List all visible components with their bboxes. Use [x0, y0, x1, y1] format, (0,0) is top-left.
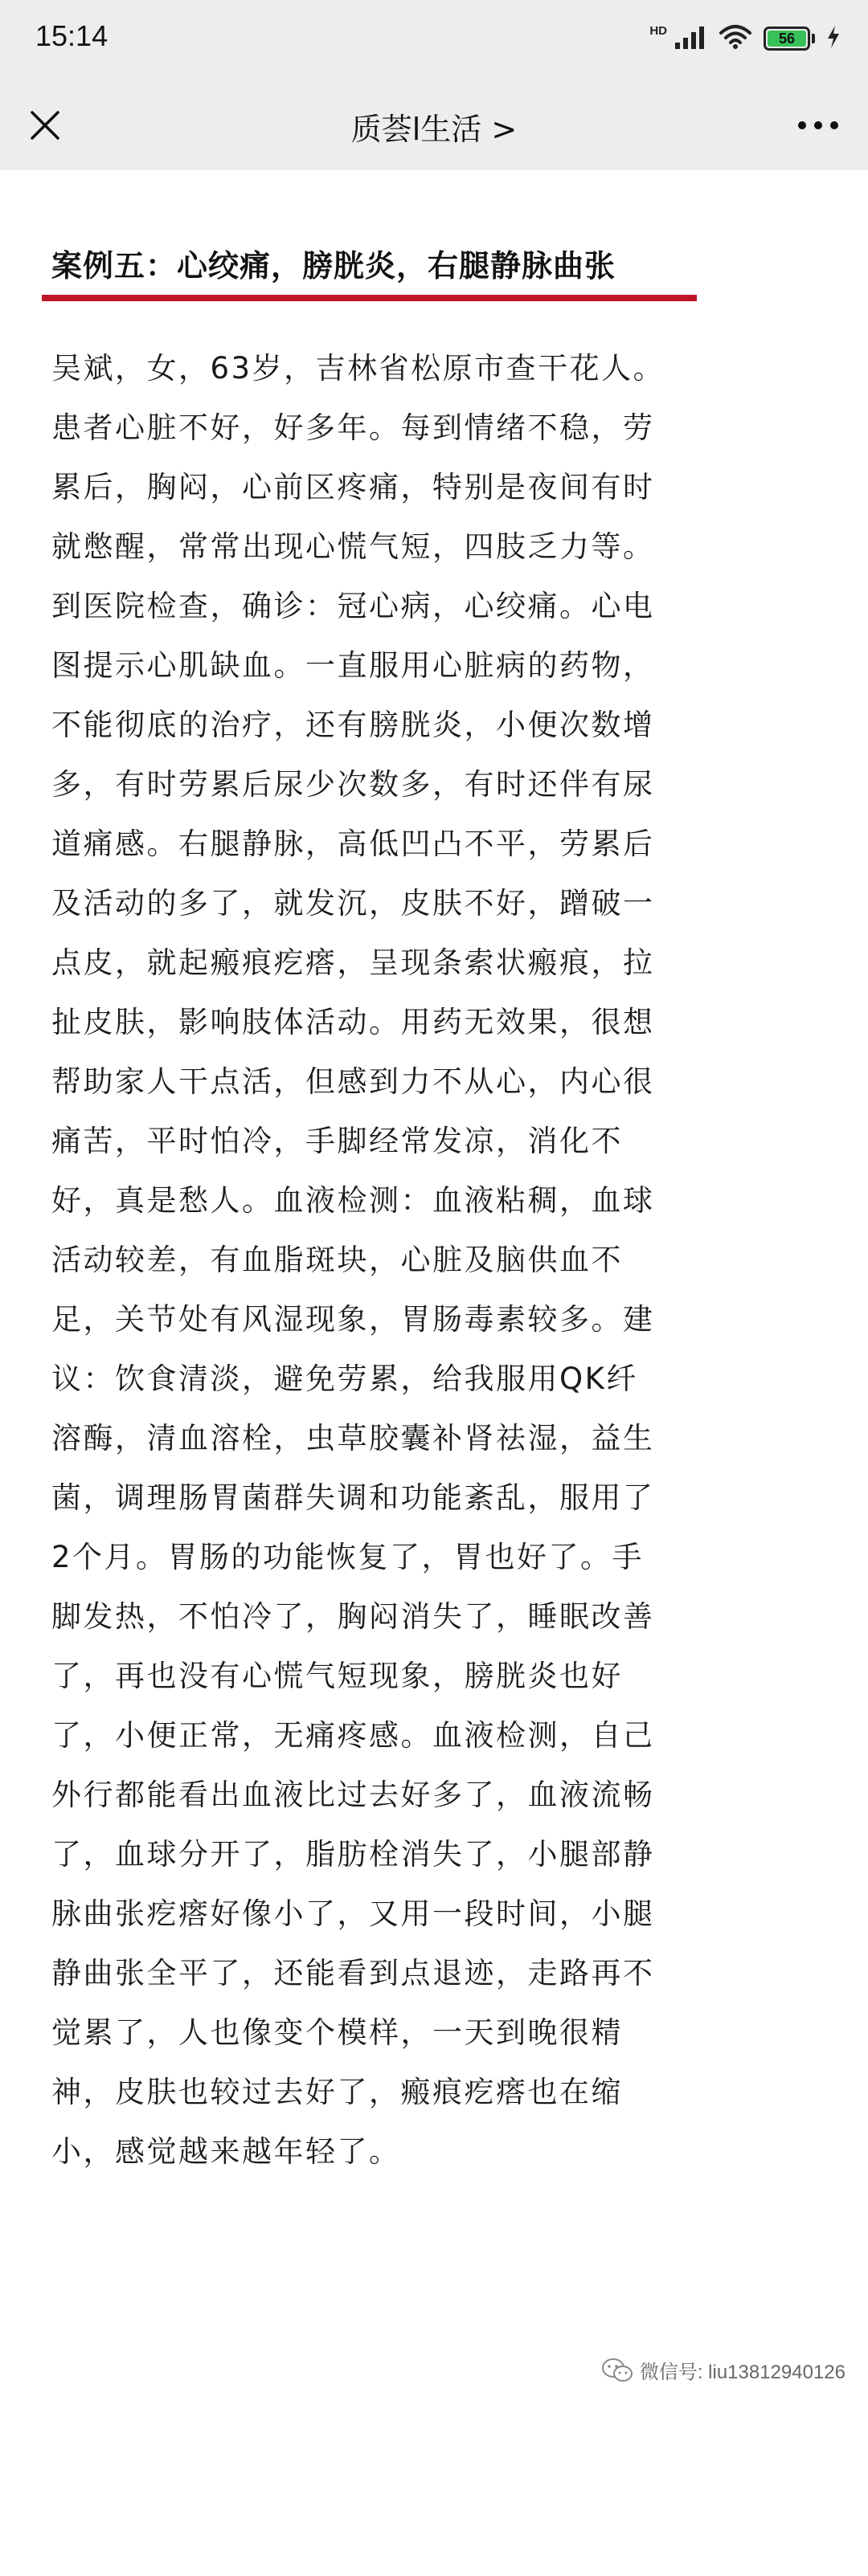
status-bar	[0, 0, 868, 80]
watermark-text: 微信号: liu13812940126	[639, 2362, 845, 2383]
article-content	[0, 170, 868, 2576]
status-icons	[649, 21, 841, 56]
network-label: HD	[649, 23, 667, 38]
wechat-icon	[601, 2358, 633, 2383]
more-button[interactable]	[794, 109, 842, 141]
signal-icon	[675, 25, 707, 52]
more-icon	[797, 120, 839, 130]
battery-icon	[764, 27, 815, 51]
close-button[interactable]	[24, 104, 66, 146]
status-time: 15:14	[35, 19, 108, 52]
close-icon	[29, 109, 61, 141]
battery-level: 56	[768, 31, 806, 47]
heading-underline	[42, 295, 697, 301]
watermark	[601, 2356, 845, 2384]
article-body: 吴斌，女，63岁，吉林省松原市查干花人。 患者心脏不好，好多年。每到情绪不稳，劳 累后，胸闷，心前区疼痛，特别是夜间有时 就憋醒，常常出现心慌气短，四肢乏力等。 到医院检查，确诊：冠心病，心绞痛。心电 图提示心肌缺血。一直服用心脏病的药物， 不能彻底的治疗，还有膀胱炎，小便次数增 多，有时劳累后尿少次数多，有时还伴有尿 道痛感。右腿静脉，高低凹凸不平，劳累后 及活动的多了，就发沉，皮肤不好，蹭破一 点皮，就起瘢痕疙瘩，呈现条索状瘢痕，拉 扯皮肤，影响肢体活动。用药无效果，很想 帮助家人干点活，但感到力不从心，内心很 痛苦，平时怕冷，手脚经常发凉，消化不 好，真是愁人。血液检测：血液粘稠，血球 活动较差，有血脂斑块，心脏及脑供血不 足，关节处有风湿现象，胃肠毒素较多。建 议：饮食清淡，避免劳累，给我服用QK纤 溶酶，清血溶栓，虫草胶囊补肾祛湿，益生 菌，调理肠胃菌群失调和功能紊乱，服用了 2个月。胃肠的功能恢复了，胃也好了。手 脚发热，不怕冷了，胸闷消失了，睡眠改善 了，再也没有心慌气短现象，膀胱炎也好 了，小便正常，无痛疼感。血液检测，自己 外行都能看出血液比过去好多了，血液流畅 了，血球分开了，脂肪栓消失了，小腿部静 脉曲张疙瘩好像小了，又用一段时间，小腿 静曲张全平了，还能看到点退迹，走路再不 觉累了，人也像变个模样，一天到晚很精 神，皮肤也较过去好了，瘢痕疙瘩也在缩 小，感觉越来越年轻了。	[51, 351, 665, 2169]
case-heading: 案例五：心绞痛，膀胱炎，右腿静脉曲张	[51, 248, 616, 284]
page-title	[0, 104, 868, 149]
charging-icon	[826, 25, 841, 52]
wifi-icon	[719, 24, 752, 53]
account-title-link[interactable]: 质荟l生活 >	[350, 112, 518, 147]
nav-bar	[0, 80, 868, 170]
